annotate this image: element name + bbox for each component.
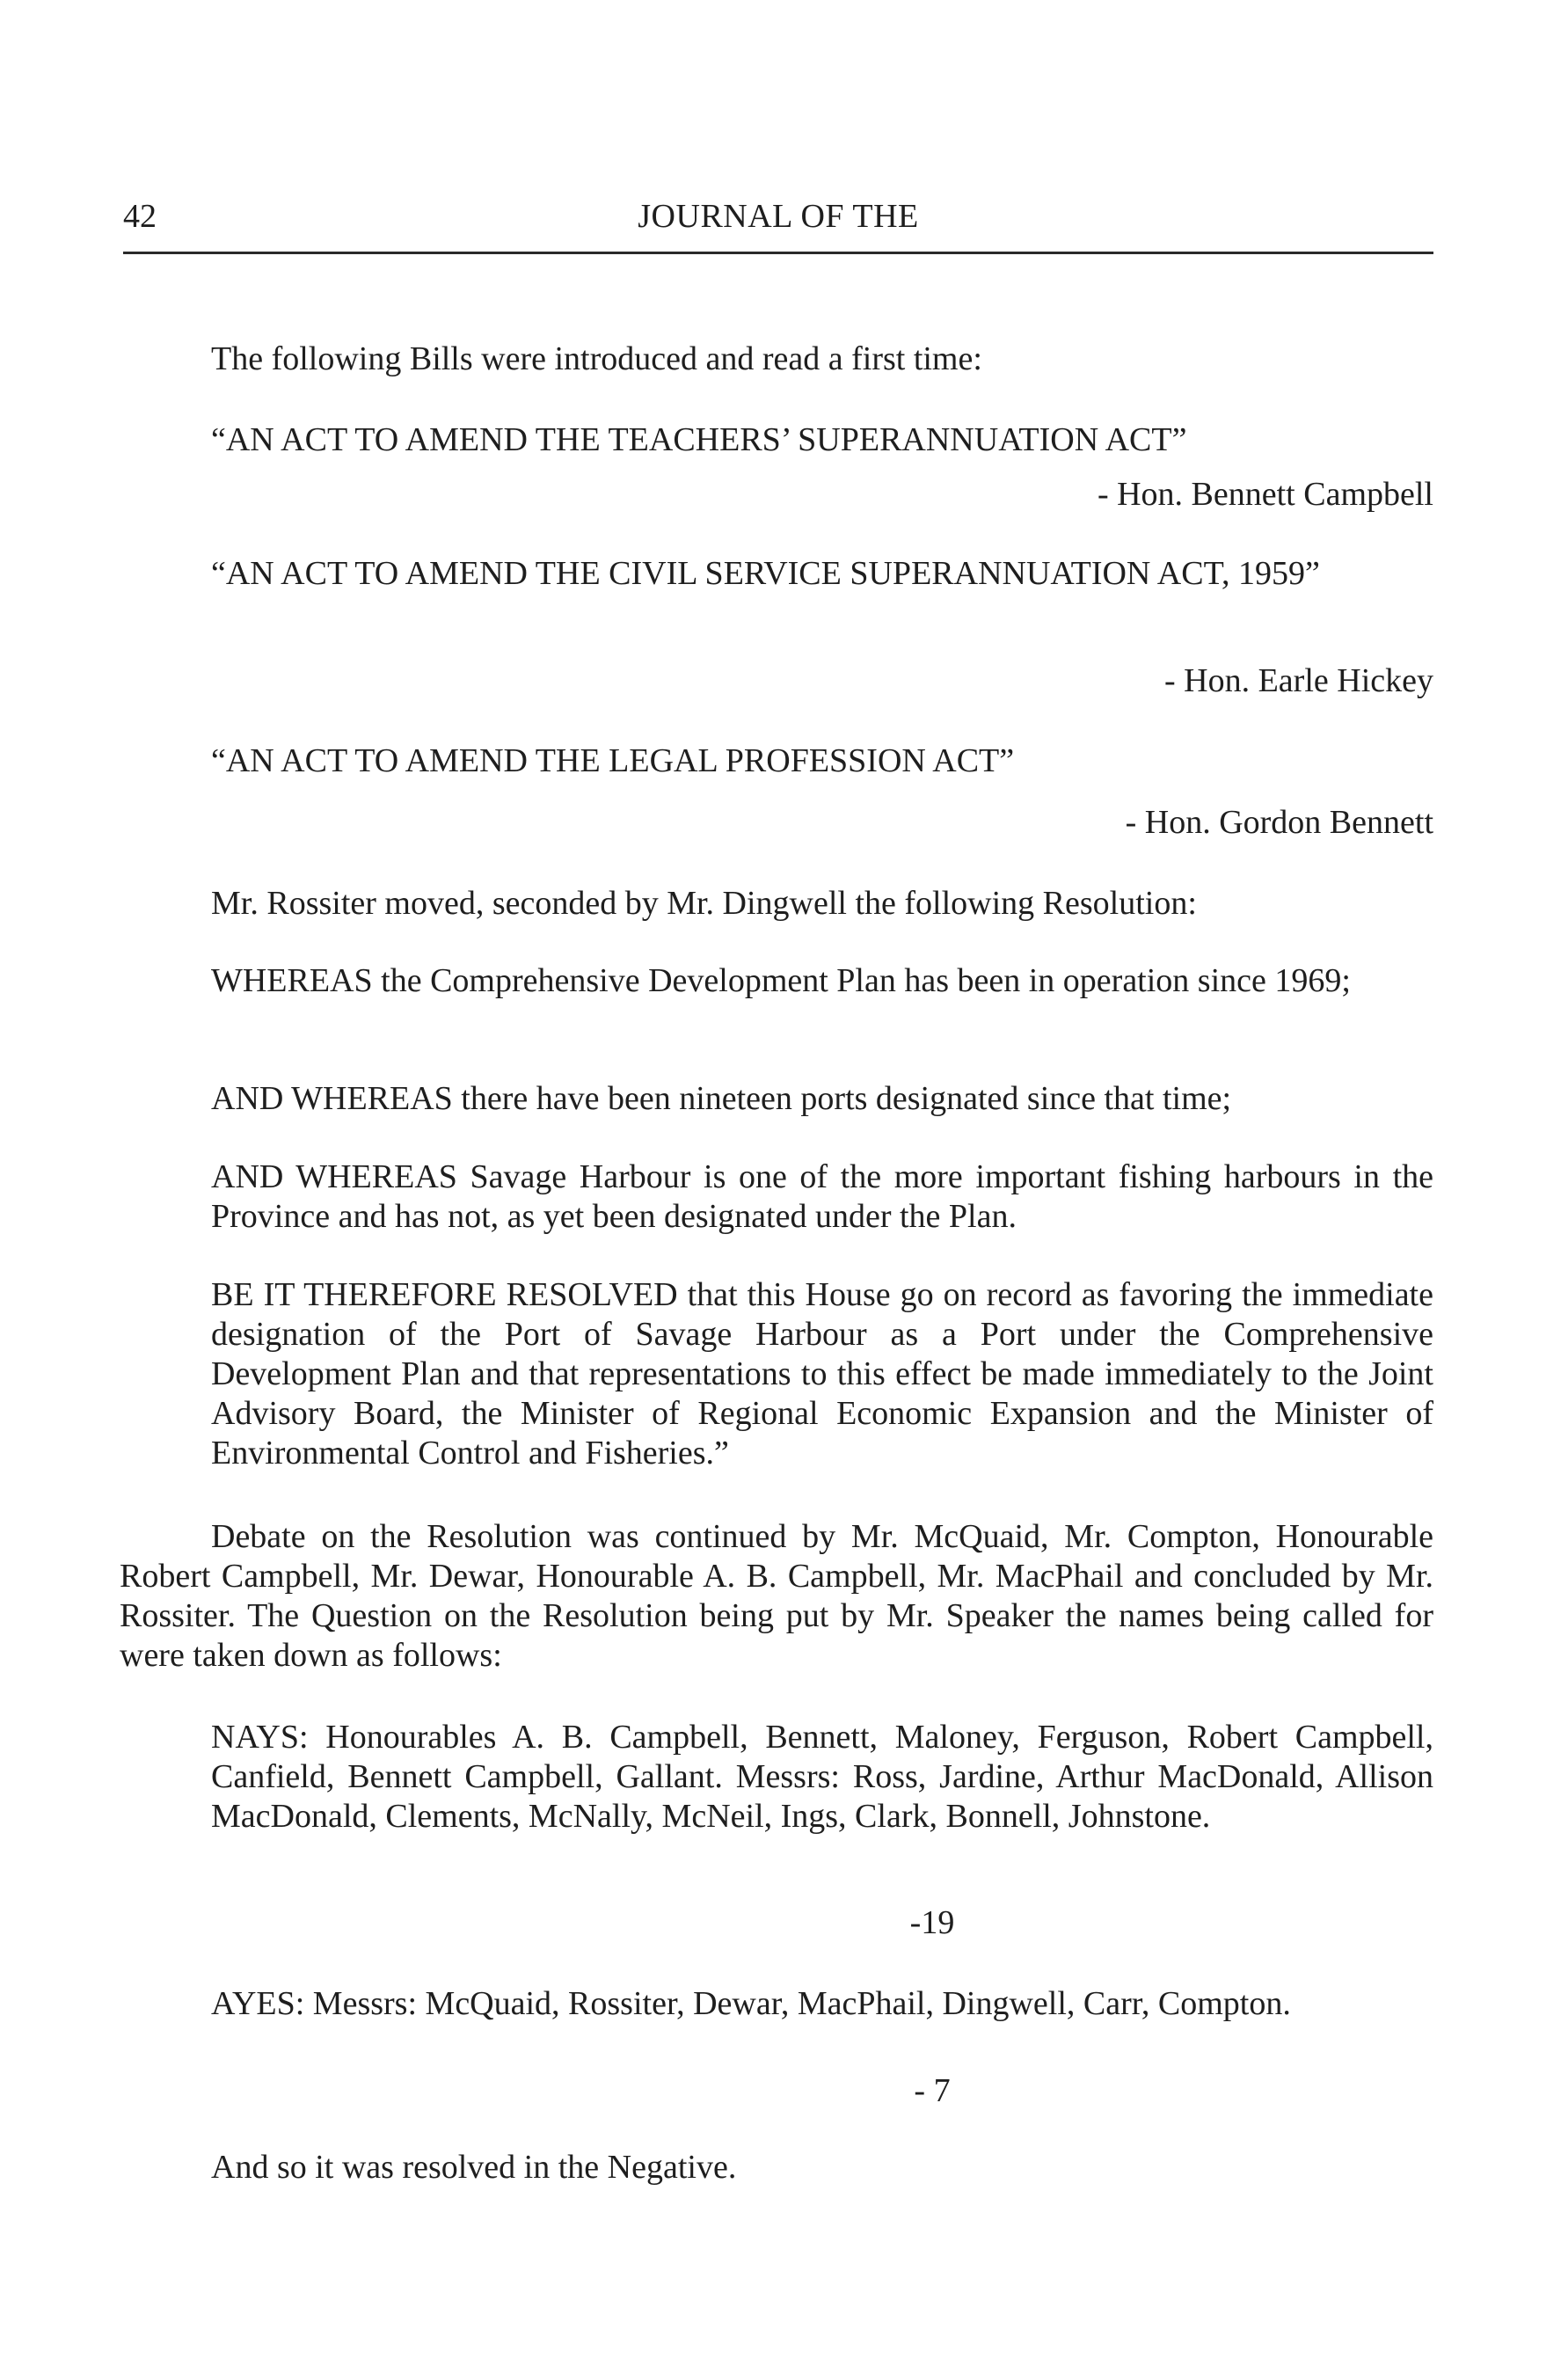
ayes-count: - 7 [914,2072,951,2109]
nays-count: -19 [909,1904,955,1941]
bill-title-1: “AN ACT TO AMEND THE TEACHERS’ SUPERANNUATION ACT” [211,421,1187,458]
resolution-clause-1: WHEREAS the Comprehensive Development Plan has been in operation since 1969; [211,962,1351,999]
resolution-clause-3: AND WHEREAS Savage Harbour is one of the more important fishing harbours in the Province and has not, as yet been designated under the Plan. [211,1158,1433,1235]
bill-title-3: “AN ACT TO AMEND THE LEGAL PROFESSION ACT” [211,742,1015,779]
page-number: 42 [123,198,157,235]
page-header [123,194,1433,254]
bill-title-2: “AN ACT TO AMEND THE CIVIL SERVICE SUPERANNUATION ACT, 1959” [211,555,1320,592]
resolution-clause-4: BE IT THEREFORE RESOLVED that this House go on record as favoring the immediate designation of the Port of Savage Harbour as a Port under the Comprehensive Development Plan and that representations to this effect be made immediately to the Joint Advisory Board, the Minister of Regional Economic Expansion and the Minister of Environmental Control and Fisheries.” [211,1276,1433,1471]
nays-list: NAYS: Honourables A. B. Campbell, Bennett, Maloney, Ferguson, Robert Campbell, Canfield, Bennett Campbell, Gallant. Messrs: Ross, Jardine, Arthur MacDonald, Allison MacDonald, Clements, McNally, McNeil, Ings, Clark, Bonnell, Johnstone. [211,1719,1433,1835]
bill-sponsor-3: - Hon. Gordon Bennett [1125,804,1433,841]
resolution-clause-2: AND WHEREAS there have been nineteen ports designated since that time; [211,1080,1232,1117]
vote-result: And so it was resolved in the Negative. [211,2149,737,2186]
ayes-list: AYES: Messrs: McQuaid, Rossiter, Dewar, MacPhail, Dingwell, Carr, Compton. [211,1985,1291,2022]
debate-paragraph: Debate on the Resolution was continued by Mr. McQuaid, Mr. Compton, Honourable Robert Campbell, Mr. Dewar, Honourable A. B. Campbell, Mr. MacPhail and concluded by Mr. Rossiter. The Question on the Resolution being put by Mr. Speaker the names being called for were taken down as follows: [120,1518,1433,1674]
bills-intro: The following Bills were introduced and read a first time: [211,340,982,377]
bill-sponsor-2: - Hon. Earle Hickey [1164,662,1433,699]
motion-statement: Mr. Rossiter moved, seconded by Mr. Dingwell the following Resolution: [211,885,1197,922]
running-head: JOURNAL OF THE [638,198,919,235]
bill-sponsor-1: - Hon. Bennett Campbell [1097,476,1433,513]
